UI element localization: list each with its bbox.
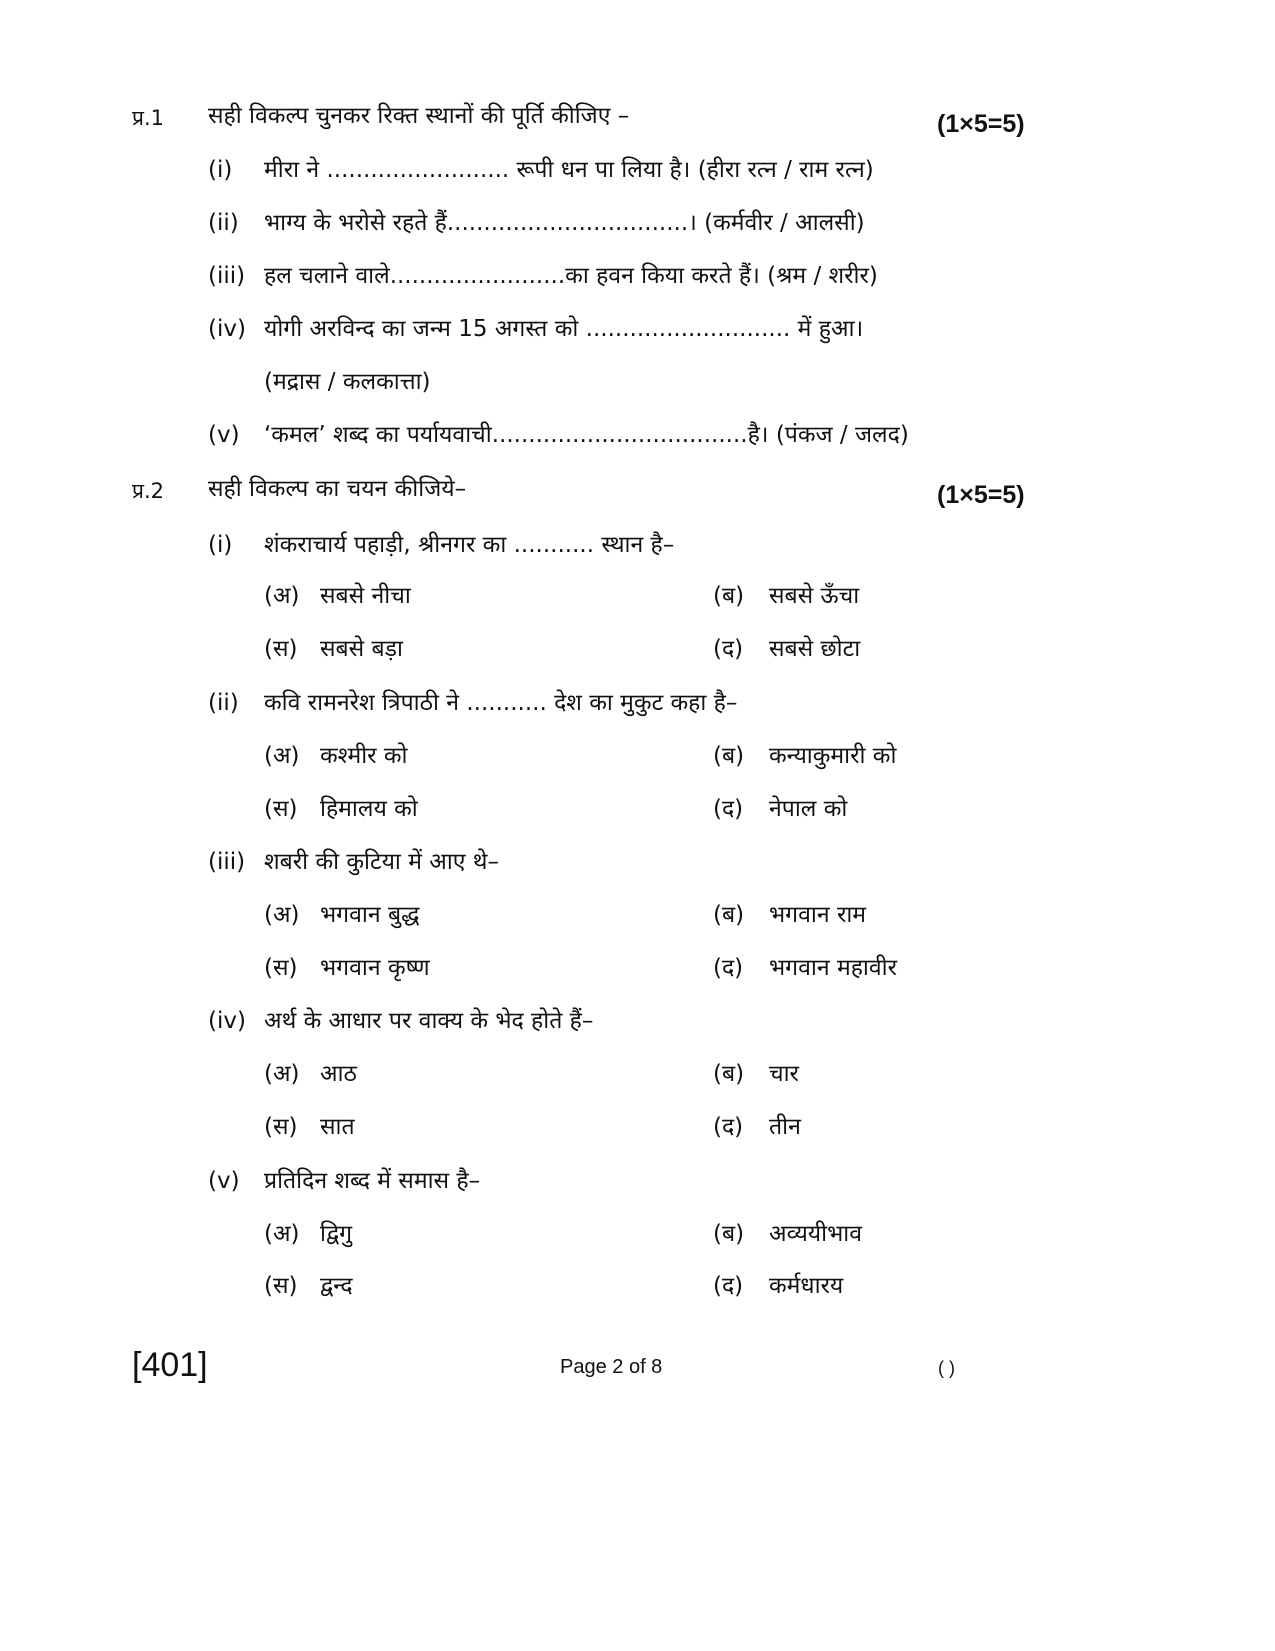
q1-item-text: योगी अरविन्द का जन्म 15 अगस्त को ............................ में हुआ। [264,316,864,342]
q2-title: सही विकल्प का चयन कीजिये– [208,476,467,502]
option-label: (स) [264,1114,298,1140]
option-text: आठ [320,1061,357,1087]
option-label: (ब) [713,743,745,769]
option-text: सबसे बड़ा [320,636,403,662]
option-text: चार [769,1061,799,1087]
page-number: Page 2 of 8 [560,1356,663,1378]
q1-item-number: (ii) [208,210,239,236]
q1-number: प्र.1 [132,106,164,130]
option-label: (ब) [713,1221,745,1247]
q2-item-number: (ii) [208,690,239,716]
q1-item-text: मीरा ने ......................... रूपी धन पा लिया है। (हीरा रत्न / राम रत्न) [264,157,874,183]
option-label: (स) [264,636,298,662]
q2-item-number: (i) [208,532,233,558]
option-text: कन्याकुमारी को [769,743,897,769]
q2-marks: (1×5=5) [937,481,1025,509]
option-label: (द) [713,796,744,822]
option-text: अव्ययीभाव [769,1221,862,1247]
q2-item-text: कवि रामनरेश त्रिपाठी ने ........... देश का मुकुट कहा है– [264,690,738,716]
q1-item-text: भाग्य के भरोसे रहते हैं.................................। (कर्मवीर / आलसी) [264,210,865,236]
option-label: (अ) [264,1061,300,1087]
option-label: (द) [713,1273,744,1299]
q1-item-text: ‘कमल’ शब्द का पर्यायवाची...................................है। (पंकज / जलद) [264,422,909,448]
q1-item-number: (i) [208,157,233,183]
q2-number: प्र.2 [132,479,164,503]
option-text: सात [320,1114,355,1140]
footer-parentheses: ( ) [938,1358,955,1378]
option-text: नेपाल को [769,796,848,822]
option-text: भगवान बुद्ध [320,902,420,928]
q2-item-text: शंकराचार्य पहाड़ी, श्रीनगर का ........... स्थान है– [264,532,675,558]
option-label: (ब) [713,583,745,609]
q1-item-text: हल चलाने वाले........................का हवन किया करते हैं। (श्रम / शरीर) [264,263,878,289]
option-text: भगवान राम [769,902,867,928]
q1-item-number: (v) [208,422,240,448]
option-text: कश्मीर को [320,743,408,769]
option-text: तीन [769,1114,801,1140]
option-text: कर्मधारय [769,1273,844,1299]
q2-item-number: (iii) [208,849,246,875]
option-label: (ब) [713,902,745,928]
option-label: (अ) [264,1221,300,1247]
q1-marks: (1×5=5) [937,110,1025,138]
q2-item-text: अर्थ के आधार पर वाक्य के भेद होते हैं– [264,1008,594,1034]
option-text: द्विगु [320,1221,353,1247]
option-label: (स) [264,1273,298,1299]
q1-item-number: (iv) [208,316,246,342]
option-text: द्वन्द [320,1273,353,1299]
option-label: (स) [264,955,298,981]
q1-item-continuation: (मद्रास / कलकात्ता) [264,369,431,395]
q1-title: सही विकल्प चुनकर रिक्त स्थानों की पूर्ति कीजिए – [208,103,630,129]
option-text: भगवान महावीर [769,955,898,981]
option-label: (स) [264,796,298,822]
option-label: (ब) [713,1061,745,1087]
option-label: (अ) [264,583,300,609]
q2-item-text: प्रतिदिन शब्द में समास है– [264,1168,481,1194]
option-text: सबसे छोटा [769,636,861,662]
q2-item-number: (iv) [208,1008,246,1034]
option-text: हिमालय को [320,796,418,822]
paper-code: [401] [132,1346,208,1384]
option-label: (अ) [264,902,300,928]
option-label: (अ) [264,743,300,769]
q2-item-text: शबरी की कुटिया में आए थे– [264,849,499,875]
option-label: (द) [713,955,744,981]
option-label: (द) [713,636,744,662]
option-text: भगवान कृष्ण [320,955,430,981]
option-label: (द) [713,1114,744,1140]
q1-item-number: (iii) [208,263,246,289]
option-text: सबसे ऊँचा [769,583,860,609]
option-text: सबसे नीचा [320,583,411,609]
q2-item-number: (v) [208,1168,240,1194]
